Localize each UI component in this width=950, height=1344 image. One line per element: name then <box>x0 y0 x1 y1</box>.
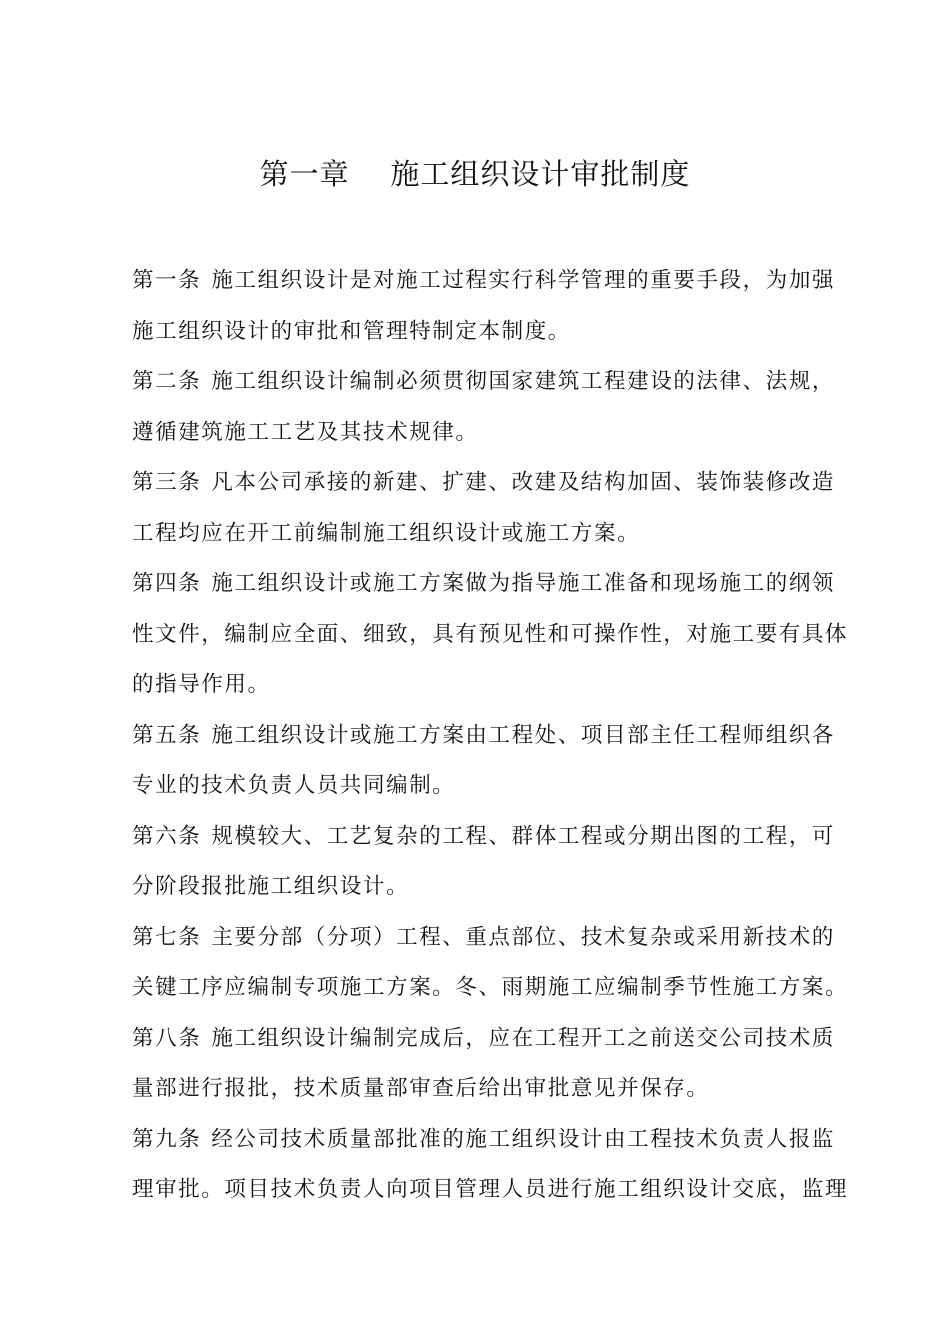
article-label: 第二条 <box>132 369 202 394</box>
article-line <box>132 761 822 812</box>
article-text: 理审批。项目技术负责人向项目管理人员进行施工组织设计交底，监理 <box>132 1177 849 1202</box>
article-text: 施工组织设计或施工方案由工程处、项目部主任工程师组织各 <box>211 722 836 748</box>
article-line <box>132 1115 836 1166</box>
article-text: 规模较大、工艺复杂的工程、群体工程或分期出图的工程，可 <box>211 823 836 849</box>
article-text: 施工组织设计是对施工过程实行科学管理的重要手段，为加强 <box>211 268 836 293</box>
article-line <box>132 660 822 711</box>
article-line <box>132 913 836 964</box>
article-text: 主要分部（分项）工程、重点部位、技术复杂或采用新技术的 <box>211 924 836 950</box>
article-text: 遵循建筑施工工艺及其技术规律。 <box>132 419 479 445</box>
article-text: 分阶段报批施工组织设计。 <box>132 874 410 899</box>
chapter-title: 第一章 施工组织设计审批制度 <box>259 157 691 191</box>
article-label: 第七条 <box>132 924 202 950</box>
document-body <box>132 256 849 1216</box>
article-text: 施工组织设计的审批和管理特制定本制度。 <box>132 318 571 344</box>
article-text: 施工组织设计或施工方案做为指导施工准备和现场施工的纲领 <box>211 571 836 596</box>
article-line <box>132 1014 836 1065</box>
article-text: 关键工序应编制专项施工方案。冬、雨期施工应编制季节性施工方案。 <box>132 975 849 1000</box>
article-line <box>132 307 822 358</box>
article-text: 施工组织设计编制必须贯彻国家建筑工程建设的法律、法规， <box>211 369 836 394</box>
article-line <box>132 862 822 913</box>
article-label: 第九条 <box>132 1126 202 1152</box>
article-line <box>132 610 849 661</box>
article-text: 专业的技术负责人员共同编制。 <box>132 773 456 798</box>
article-line <box>132 812 836 863</box>
article-line <box>132 509 822 560</box>
article-line <box>132 559 836 610</box>
article-line <box>132 711 836 762</box>
article-text: 工程均应在开工前编制施工组织设计或施工方案。 <box>132 520 641 546</box>
article-line <box>132 408 822 459</box>
article-text: 凡本公司承接的新建、扩建、改建及结构加固、装饰装修改造 <box>211 470 836 495</box>
article-line <box>132 1064 822 1115</box>
article-text: 施工组织设计编制完成后，应在工程开工之前送交公司技术质 <box>211 1025 836 1051</box>
article-label: 第五条 <box>132 722 202 748</box>
article-line <box>132 963 849 1014</box>
article-line <box>132 458 836 509</box>
article-label: 第六条 <box>132 823 202 849</box>
article-line <box>132 357 836 408</box>
article-text: 量部进行报批，技术质量部审查后给出审批意见并保存。 <box>132 1076 710 1101</box>
article-label: 第八条 <box>132 1025 202 1051</box>
article-label: 第三条 <box>132 470 202 495</box>
article-label: 第四条 <box>132 571 202 596</box>
article-label: 第一条 <box>132 268 202 293</box>
article-line <box>132 1165 849 1216</box>
article-text: 经公司技术质量部批准的施工组织设计由工程技术负责人报监 <box>211 1126 836 1152</box>
article-text: 的指导作用。 <box>132 672 271 697</box>
article-line <box>132 256 836 307</box>
article-text: 性文件，编制应全面、细致，具有预见性和可操作性，对施工要有具体 <box>132 621 849 647</box>
